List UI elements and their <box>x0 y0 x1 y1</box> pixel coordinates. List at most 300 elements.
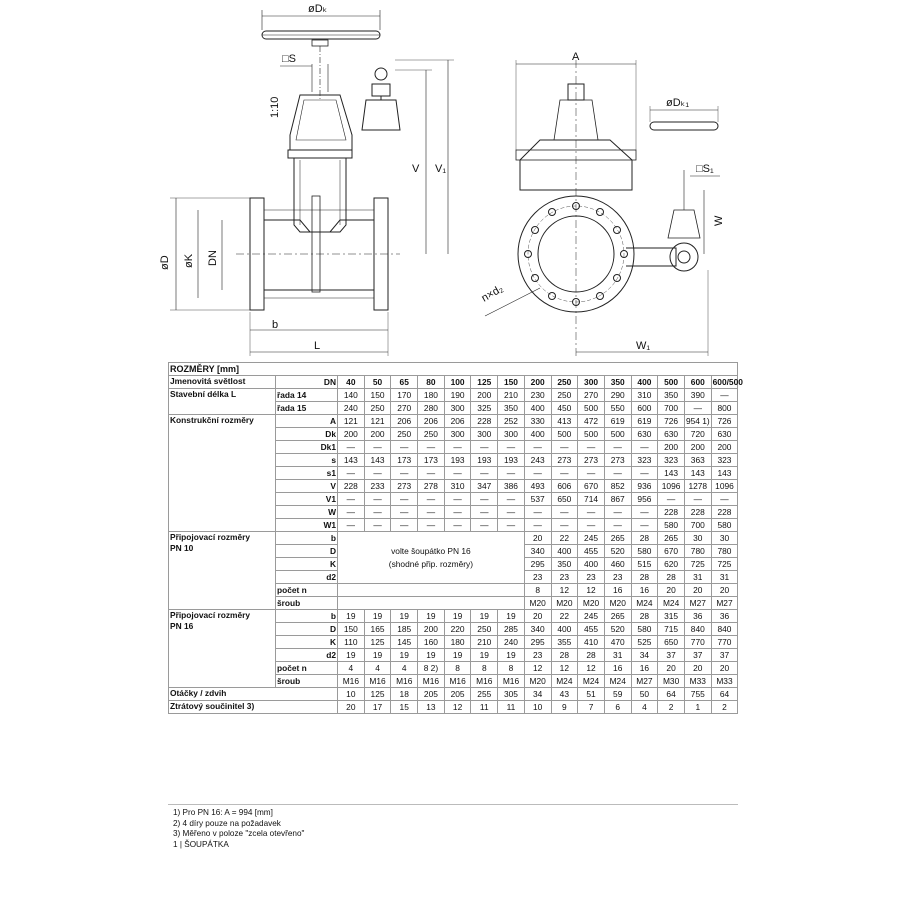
table-cell: M27 <box>631 675 658 688</box>
table-cell: 28 <box>658 571 685 584</box>
table-cell: 250 <box>471 623 498 636</box>
dn-header: 300 <box>578 376 605 389</box>
table-cell: 28 <box>551 649 578 662</box>
table-cell: — <box>444 441 471 454</box>
table-cell: — <box>684 493 711 506</box>
table-cell: 160 <box>418 636 445 649</box>
table-cell: — <box>391 506 418 519</box>
table-cell: — <box>391 467 418 480</box>
table-cell: M16 <box>471 675 498 688</box>
table-cell: 20 <box>684 662 711 675</box>
row-symbol: d2 <box>276 571 338 584</box>
table-cell: 18 <box>391 688 418 701</box>
dn-header: 250 <box>551 376 578 389</box>
table-cell: 17 <box>364 701 391 714</box>
table-cell: 300 <box>444 428 471 441</box>
table-cell: 205 <box>418 688 445 701</box>
table-cell: 19 <box>391 610 418 623</box>
table-cell: M24 <box>658 597 685 610</box>
table-cell: 43 <box>551 688 578 701</box>
table-cell: — <box>524 467 551 480</box>
dn-header: 65 <box>391 376 418 389</box>
table-cell: 20 <box>338 701 365 714</box>
table-cell: 726 <box>658 415 685 428</box>
table-cell: 12 <box>551 662 578 675</box>
table-cell: 550 <box>604 402 631 415</box>
table-cell: 64 <box>711 688 738 701</box>
table-cell: 472 <box>578 415 605 428</box>
table-cell: 630 <box>658 428 685 441</box>
table-cell: 8 <box>524 584 551 597</box>
table-cell: — <box>418 519 445 532</box>
table-cell: 125 <box>364 688 391 701</box>
row-symbol: b <box>276 610 338 623</box>
table-cell: 956 <box>631 493 658 506</box>
table-cell: 10 <box>524 701 551 714</box>
table-cell: 28 <box>578 649 605 662</box>
table-cell: — <box>471 493 498 506</box>
table-cell: 1 <box>684 701 711 714</box>
table-cell: — <box>658 493 685 506</box>
table-cell: M27 <box>711 597 738 610</box>
table-row <box>169 532 738 545</box>
table-cell: 515 <box>631 558 658 571</box>
label-dk1: øDₖ₁ <box>666 97 690 109</box>
table-cell: 400 <box>524 402 551 415</box>
table-cell: 150 <box>338 623 365 636</box>
table-row <box>169 389 738 402</box>
table-cell: 20 <box>711 662 738 675</box>
table-title: ROZMĚRY [mm] <box>169 363 738 376</box>
table-cell: — <box>444 493 471 506</box>
table-cell: 295 <box>524 636 551 649</box>
label-l: L <box>314 340 321 352</box>
table-cell: 170 <box>391 389 418 402</box>
row-symbol: s1 <box>276 467 338 480</box>
table-cell: — <box>551 467 578 480</box>
table-cell: — <box>684 402 711 415</box>
table-cell: 30 <box>684 532 711 545</box>
table-cell: 4 <box>631 701 658 714</box>
table-cell: M24 <box>631 597 658 610</box>
table-cell: 500 <box>578 402 605 415</box>
table-cell: — <box>524 441 551 454</box>
table-cell: 580 <box>631 545 658 558</box>
dn-header: 80 <box>418 376 445 389</box>
table-cell: 580 <box>711 519 738 532</box>
label-s1: □S₁ <box>696 163 714 175</box>
table-cell: 143 <box>684 467 711 480</box>
table-cell: 220 <box>444 623 471 636</box>
table-cell: 180 <box>444 636 471 649</box>
table-cell: 840 <box>684 623 711 636</box>
table-cell: 700 <box>684 519 711 532</box>
table-cell: 31 <box>604 649 631 662</box>
table-cell: 245 <box>578 532 605 545</box>
table-cell: 1096 <box>658 480 685 493</box>
table-cell: — <box>524 519 551 532</box>
table-cell: 250 <box>364 402 391 415</box>
table-cell: 13 <box>418 701 445 714</box>
section-caption: 1 | ŠOUPÁTKA <box>173 839 229 849</box>
table-cell: 670 <box>578 480 605 493</box>
table-cell: 715 <box>658 623 685 636</box>
table-cell: 50 <box>631 688 658 701</box>
header-label: Jmenovitá světlost <box>169 376 276 389</box>
dn-header: 600/500 <box>712 376 743 387</box>
table-cell: — <box>711 389 738 402</box>
table-cell: — <box>391 493 418 506</box>
table-cell: — <box>338 506 365 519</box>
table-cell: 455 <box>578 623 605 636</box>
table-cell: 150 <box>364 389 391 402</box>
table-cell: 16 <box>604 584 631 597</box>
table-cell: 125 <box>364 636 391 649</box>
table-cell: — <box>471 467 498 480</box>
table-cell: M20 <box>604 597 631 610</box>
table-cell: 500 <box>551 428 578 441</box>
label-dn: DN <box>207 250 219 266</box>
table-cell: — <box>631 519 658 532</box>
table-cell: 250 <box>418 428 445 441</box>
table-cell: — <box>338 467 365 480</box>
table-cell: 310 <box>444 480 471 493</box>
table-cell: 228 <box>684 506 711 519</box>
table-cell: — <box>471 506 498 519</box>
table-cell: 145 <box>391 636 418 649</box>
dn-header: 100 <box>444 376 471 389</box>
row-symbol: šroub <box>276 675 338 688</box>
empty-cell <box>338 584 525 597</box>
table-cell: 670 <box>658 545 685 558</box>
footer-row-label: Ztrátový součinitel 3) <box>169 701 338 714</box>
table-cell: 315 <box>658 610 685 623</box>
table-cell: 350 <box>658 389 685 402</box>
table-cell: 4 <box>364 662 391 675</box>
table-cell: 37 <box>658 649 685 662</box>
table-cell: 714 <box>578 493 605 506</box>
table-cell: 34 <box>524 688 551 701</box>
table-cell: 273 <box>551 454 578 467</box>
table-cell: 200 <box>684 441 711 454</box>
table-cell: M20 <box>524 675 551 688</box>
table-cell: M16 <box>364 675 391 688</box>
table-cell: 19 <box>364 610 391 623</box>
table-cell: 620 <box>658 558 685 571</box>
label-nd2: n×d₂ <box>479 282 506 305</box>
table-cell: 51 <box>578 688 605 701</box>
table-cell: 954 1) <box>685 415 710 426</box>
table-cell: M27 <box>684 597 711 610</box>
table-cell: 19 <box>471 649 498 662</box>
table-cell: 12 <box>524 662 551 675</box>
table-cell: 619 <box>631 415 658 428</box>
table-cell: — <box>418 493 445 506</box>
table-cell: 4 <box>338 662 365 675</box>
table-cell: 20 <box>658 584 685 597</box>
table-cell: 323 <box>631 454 658 467</box>
table-cell: M16 <box>444 675 471 688</box>
table-cell: — <box>471 519 498 532</box>
table-cell: 11 <box>498 701 525 714</box>
table-cell: 305 <box>498 688 525 701</box>
table-cell: 278 <box>418 480 445 493</box>
table-cell: 650 <box>551 493 578 506</box>
table-cell: 8 2) <box>418 662 445 675</box>
table-cell: 31 <box>684 571 711 584</box>
table-cell: — <box>498 493 525 506</box>
table-cell: — <box>471 441 498 454</box>
section-label: Konstrukční rozměry <box>169 415 276 532</box>
table-cell: 725 <box>711 558 738 571</box>
table-cell: 59 <box>604 688 631 701</box>
table-cell: — <box>578 467 605 480</box>
table-cell: M16 <box>418 675 445 688</box>
table-cell: — <box>418 441 445 454</box>
label-s: □S <box>282 53 296 65</box>
footnotes <box>173 808 304 850</box>
table-cell: 630 <box>711 428 738 441</box>
row-symbol: A <box>276 415 338 428</box>
label-k: øK <box>183 253 195 268</box>
table-cell: 240 <box>338 402 365 415</box>
footnote-1: 1) Pro PN 16: A = 994 [mm] <box>173 808 273 817</box>
table-cell: 19 <box>338 610 365 623</box>
table-cell: 455 <box>578 545 605 558</box>
table-cell: 12 <box>444 701 471 714</box>
row-symbol: D <box>276 623 338 636</box>
table-cell: 180 <box>418 389 445 402</box>
table-cell: 700 <box>658 402 685 415</box>
table-cell: 245 <box>578 610 605 623</box>
table-cell: 19 <box>444 649 471 662</box>
table-cell: — <box>604 519 631 532</box>
table-cell: 64 <box>658 688 685 701</box>
table-cell: 525 <box>631 636 658 649</box>
pn10-label: Připojovací rozměry <box>170 532 251 542</box>
table-cell: 295 <box>524 558 551 571</box>
table-cell: 10 <box>338 688 365 701</box>
table-cell: 36 <box>684 610 711 623</box>
table-cell: 350 <box>498 402 525 415</box>
label-a: A <box>572 51 580 63</box>
dimensions-table <box>168 362 743 714</box>
pn16-sublabel: PN 16 <box>170 621 194 631</box>
table-cell: 250 <box>391 428 418 441</box>
table-cell: 16 <box>631 662 658 675</box>
table-cell: 250 <box>551 389 578 402</box>
table-cell: 210 <box>498 389 525 402</box>
table-cell: 200 <box>471 389 498 402</box>
table-cell: 2 <box>711 701 738 714</box>
table-cell: 325 <box>471 402 498 415</box>
table-cell: — <box>604 506 631 519</box>
table-cell: 121 <box>364 415 391 428</box>
table-cell: 537 <box>524 493 551 506</box>
table-cell: 390 <box>684 389 711 402</box>
row-symbol: D <box>276 545 338 558</box>
table-cell: — <box>631 467 658 480</box>
section-label <box>169 532 276 610</box>
table-cell: — <box>498 467 525 480</box>
table-cell: 206 <box>391 415 418 428</box>
table-cell: 12 <box>578 584 605 597</box>
row-symbol: V1 <box>276 493 338 506</box>
table-cell: M33 <box>711 675 738 688</box>
table-cell: M16 <box>338 675 365 688</box>
row-symbol: d2 <box>276 649 338 662</box>
table-cell: 400 <box>524 428 551 441</box>
table-cell: — <box>711 493 738 506</box>
pn16-label: Připojovací rozměry <box>170 610 251 620</box>
table-cell: 31 <box>711 571 738 584</box>
table-cell: 19 <box>498 649 525 662</box>
table-cell: 273 <box>391 480 418 493</box>
table-cell: 840 <box>711 623 738 636</box>
table-cell: 780 <box>684 545 711 558</box>
label-w1: W₁ <box>636 340 651 352</box>
dn-header: 500 <box>658 376 685 389</box>
table-cell: — <box>551 519 578 532</box>
table-cell: 19 <box>418 610 445 623</box>
table-cell: 240 <box>498 636 525 649</box>
table-cell: 273 <box>578 454 605 467</box>
table-cell: 233 <box>364 480 391 493</box>
table-cell: 23 <box>551 571 578 584</box>
table-cell: 340 <box>524 623 551 636</box>
table-cell: 600 <box>631 402 658 415</box>
table-cell: 780 <box>711 545 738 558</box>
table-cell: 852 <box>604 480 631 493</box>
table-cell: 11 <box>471 701 498 714</box>
dn-header: 125 <box>471 376 498 389</box>
table-cell: 8 <box>471 662 498 675</box>
table-cell: M24 <box>604 675 631 688</box>
table-cell: 28 <box>631 571 658 584</box>
table-cell: 143 <box>338 454 365 467</box>
table-cell: 726 <box>711 415 738 428</box>
table-cell: 2 <box>658 701 685 714</box>
table-cell: — <box>364 519 391 532</box>
dn-header: 200 <box>524 376 551 389</box>
table-cell: 20 <box>658 662 685 675</box>
table-cell: 1278 <box>684 480 711 493</box>
dn-header: 50 <box>364 376 391 389</box>
table-cell: 37 <box>684 649 711 662</box>
table-cell: 34 <box>631 649 658 662</box>
label-d: øD <box>159 255 171 270</box>
header-symbol: DN <box>276 376 338 389</box>
table-cell: M20 <box>551 597 578 610</box>
table-cell: 19 <box>444 610 471 623</box>
table-cell: 143 <box>711 467 738 480</box>
row-symbol: W1 <box>276 519 338 532</box>
table-cell: 520 <box>604 623 631 636</box>
table-cell: 19 <box>338 649 365 662</box>
table-cell: 19 <box>418 649 445 662</box>
table-cell: 140 <box>338 389 365 402</box>
row-symbol: K <box>276 558 338 571</box>
table-cell: 770 <box>684 636 711 649</box>
table-cell: 210 <box>471 636 498 649</box>
label-v1: V₁ <box>435 163 447 175</box>
table-cell: M33 <box>684 675 711 688</box>
table-cell: 400 <box>578 558 605 571</box>
table-cell: 300 <box>471 428 498 441</box>
table-cell: 165 <box>364 623 391 636</box>
table-cell: 323 <box>658 454 685 467</box>
table-cell: 270 <box>578 389 605 402</box>
table-cell: 143 <box>658 467 685 480</box>
table-cell: 265 <box>604 532 631 545</box>
table-cell: 200 <box>418 623 445 636</box>
table-cell: 23 <box>524 571 551 584</box>
table-cell: 330 <box>524 415 551 428</box>
table-cell: — <box>498 519 525 532</box>
table-cell: 386 <box>498 480 525 493</box>
table-row <box>169 701 738 714</box>
table-cell: 6 <box>604 701 631 714</box>
table-cell: 19 <box>364 649 391 662</box>
section-label: Stavební délka L <box>169 389 276 415</box>
table-cell: 1096 <box>711 480 738 493</box>
table-cell: 493 <box>524 480 551 493</box>
table-cell: 310 <box>631 389 658 402</box>
table-cell: M16 <box>498 675 525 688</box>
table-cell: 12 <box>551 584 578 597</box>
table-cell: 143 <box>364 454 391 467</box>
table-cell: — <box>338 441 365 454</box>
table-cell: — <box>418 506 445 519</box>
table-cell: — <box>338 519 365 532</box>
table-cell: 193 <box>498 454 525 467</box>
empty-cell <box>338 597 525 610</box>
table-cell: 300 <box>498 428 525 441</box>
pn10-note <box>338 532 525 584</box>
pn10-note-line1: volte šoupátko PN 16 <box>391 545 471 556</box>
table-cell: 285 <box>498 623 525 636</box>
table-cell: M16 <box>391 675 418 688</box>
table-cell: 28 <box>631 610 658 623</box>
table-cell: — <box>551 441 578 454</box>
section-label <box>169 610 276 688</box>
table-cell: 936 <box>631 480 658 493</box>
table-cell: 300 <box>444 402 471 415</box>
table-cell: 347 <box>471 480 498 493</box>
table-cell: M20 <box>578 597 605 610</box>
table-cell: 265 <box>658 532 685 545</box>
footnote-2: 2) 4 díry pouze na požadavek <box>173 818 281 828</box>
table-cell: M30 <box>658 675 685 688</box>
table-cell: 650 <box>658 636 685 649</box>
table-cell: 19 <box>391 649 418 662</box>
table-cell: — <box>604 467 631 480</box>
table-cell: 190 <box>444 389 471 402</box>
table-cell: — <box>444 467 471 480</box>
table-cell: 500 <box>578 428 605 441</box>
table-cell: 470 <box>604 636 631 649</box>
table-cell: — <box>578 441 605 454</box>
dn-header: 150 <box>498 376 525 389</box>
table-cell: 19 <box>498 610 525 623</box>
row-symbol: řada 14 <box>276 389 338 402</box>
row-symbol: Dk <box>276 428 338 441</box>
table-cell: 867 <box>604 493 631 506</box>
table-cell: 363 <box>684 454 711 467</box>
table-cell: 8 <box>444 662 471 675</box>
table-cell: M20 <box>524 597 551 610</box>
valve-technical-drawing <box>150 0 740 362</box>
